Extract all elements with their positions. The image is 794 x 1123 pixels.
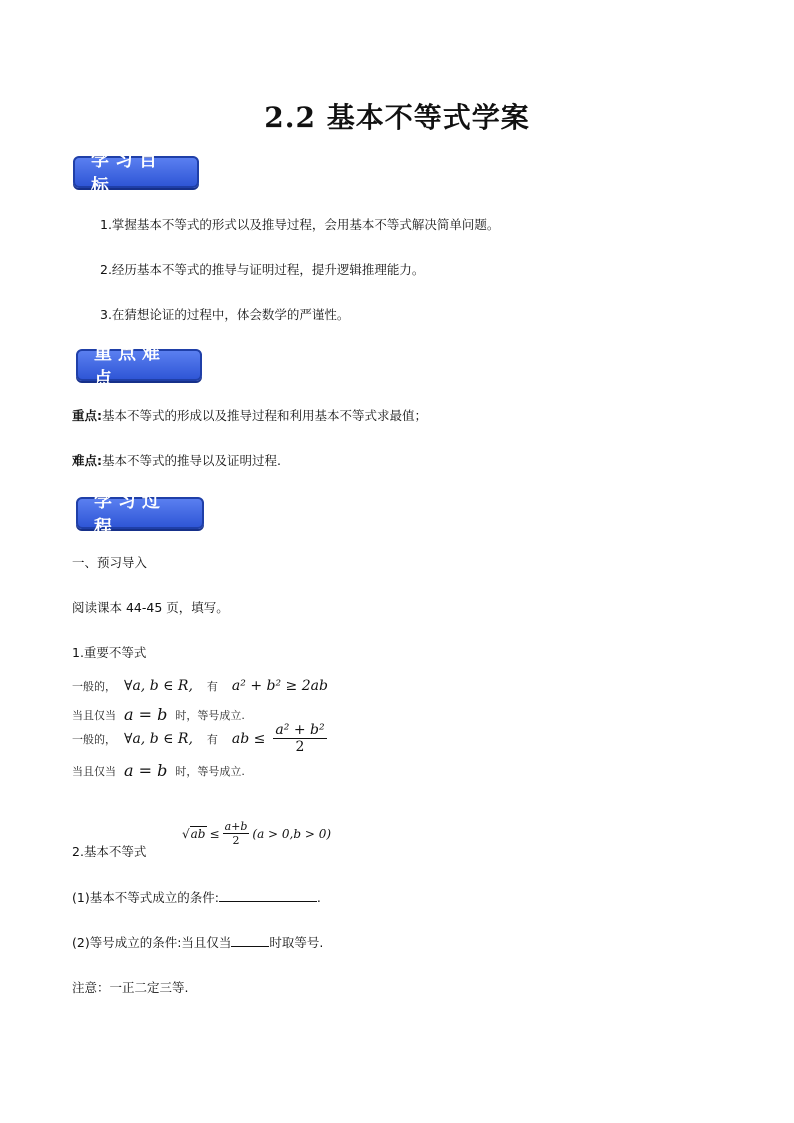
line4-prefix: 当且仅当 xyxy=(72,764,116,778)
hard-point-text: 基本不等式的推导以及证明过程. xyxy=(102,453,281,468)
line3-fraction xyxy=(273,722,326,755)
section-badge-keypoints: 重点难点 xyxy=(76,349,202,381)
sqrt-radicand: ab xyxy=(190,826,206,841)
line3-numerator: a² + b² xyxy=(275,722,325,738)
question-2-suffix: 时取等号. xyxy=(269,935,324,950)
question-1 xyxy=(72,888,321,906)
goal-item-1: 1.掌握基本不等式的形式以及推导过程，会用基本不等式解决简单问题。 xyxy=(100,217,500,232)
line4-suffix: 时，等号成立. xyxy=(175,764,245,778)
inequality-line-1 xyxy=(72,678,328,694)
item1-title: 1.重要不等式 xyxy=(72,645,147,660)
inequality-line-4 xyxy=(72,761,245,780)
key-point-label: 重点: xyxy=(72,408,102,423)
line2-formula: a = b xyxy=(124,705,168,724)
question-1-end: . xyxy=(316,890,321,905)
item2-title: 2.基本不等式 xyxy=(72,844,147,859)
section-badge-process: 学习过程 xyxy=(76,497,204,529)
line3-lhs: ab ≤ xyxy=(231,730,266,747)
line3-have: 有 xyxy=(206,732,218,746)
answer-blank-1 xyxy=(219,889,317,902)
key-point-text: 基本不等式的形成以及推导过程和利用基本不等式求最值； xyxy=(102,408,428,423)
line1-formula: a² + b² ≥ 2ab xyxy=(231,678,328,694)
line3-denominator: 2 xyxy=(295,739,305,755)
leq-sign: ≤ xyxy=(209,826,220,841)
page-title: 2.2 基本不等式学案 xyxy=(264,101,530,134)
item2-denominator: 2 xyxy=(232,834,240,847)
inequality-line-3 xyxy=(72,722,327,755)
sqrt-expression: √ab xyxy=(182,826,206,841)
question-2 xyxy=(72,933,323,951)
goal-item-2: 2.经历基本不等式的推导与证明过程，提升逻辑推理能力。 xyxy=(100,262,425,277)
reading-instruction: 阅读课本 44-45 页，填写。 xyxy=(72,600,229,615)
basic-inequality-formula xyxy=(182,820,331,847)
line3-quantifier: ∀a, b ∈ R, xyxy=(124,730,193,747)
question-1-text: (1)基本不等式成立的条件: xyxy=(72,890,219,905)
hard-point-line xyxy=(72,451,281,469)
line1-prefix: 一般的， xyxy=(72,680,116,693)
note-line: 注意：一正二定三等. xyxy=(72,980,189,995)
goal-item-3: 3.在猜想论证的过程中，体会数学的严谨性。 xyxy=(100,307,350,322)
line1-have: 有 xyxy=(206,680,218,693)
line2-prefix: 当且仅当 xyxy=(72,708,116,722)
line1-quantifier: ∀a, b ∈ R, xyxy=(124,678,193,694)
answer-blank-2 xyxy=(231,934,269,947)
line3-prefix: 一般的， xyxy=(72,732,116,746)
line4-formula: a = b xyxy=(124,761,168,780)
question-2-prefix: (2)等号成立的条件:当且仅当 xyxy=(72,935,232,950)
line2-suffix: 时，等号成立. xyxy=(175,708,245,722)
section-preview-heading: 一、预习导入 xyxy=(72,555,148,570)
item2-numerator: a+b xyxy=(224,820,248,833)
key-point-line xyxy=(72,406,427,424)
item2-fraction xyxy=(223,820,250,847)
hard-point-label: 难点: xyxy=(72,453,102,468)
item2-condition: (a > 0,b > 0) xyxy=(252,826,332,841)
section-badge-goals: 学习目标 xyxy=(73,156,199,188)
